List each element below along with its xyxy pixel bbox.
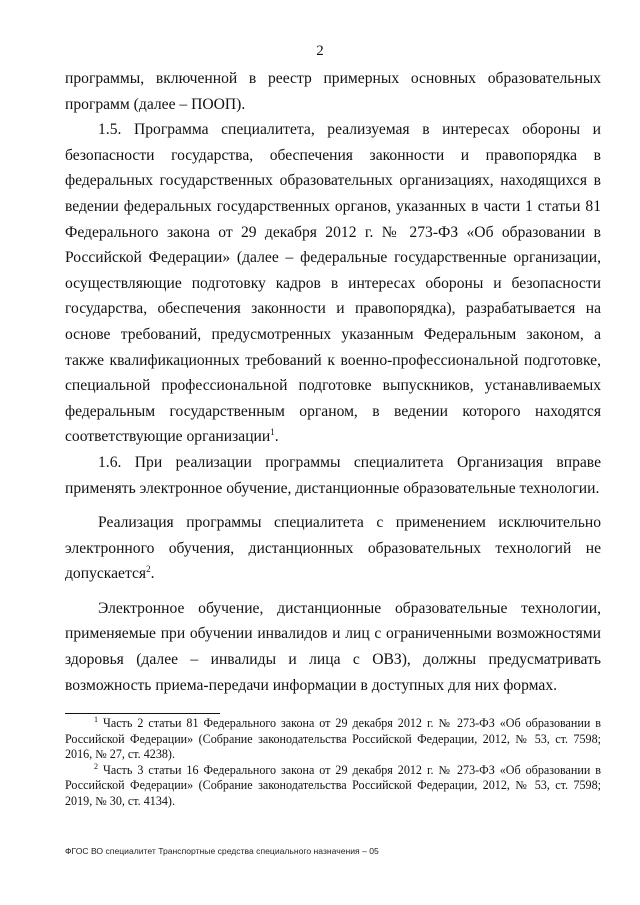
footnotes xyxy=(65,716,601,810)
page-number: 2 xyxy=(316,43,324,59)
paragraph-text: Электронное обучение, дистанционные образовательные технологии, применяемые при обучении инвалидов и лиц с ограниченными возможностями здоровья (далее – инвалиды и лица с ОВЗ), должны предусматривать возможность приема-передачи информации в доступных для них формах. xyxy=(65,599,601,694)
paragraph-1-5 xyxy=(65,117,601,450)
body-text xyxy=(65,66,601,698)
footnote-1 xyxy=(65,716,601,763)
footnote-mark: 1 xyxy=(94,714,98,724)
footnote-ref-2[interactable]: 2 xyxy=(146,564,151,575)
paragraph-text: программы, включенной в реестр примерных основных образовательных программ (далее – ПООП). xyxy=(65,70,601,113)
footnote-separator xyxy=(65,713,220,714)
footnote-text: Часть 2 статьи 81 Федерального закона от 29 декабря 2012 г. № 273-ФЗ «Об образовании в Российской Федерации» (Собрание законодательства Российской Федерации, 2012, № 53, ст. 7598; 2016, № 27, ст. 4238). xyxy=(65,716,601,762)
footnote-mark: 2 xyxy=(94,761,98,771)
paragraph-text: 1.6. При реализации программы специалитета Организация вправе применять электронное обучение, дистанционные образовательные технологии. xyxy=(65,453,601,497)
footnote-text: Часть 3 статьи 16 Федерального закона от 29 декабря 2012 г. № 273-ФЗ «Об образовании в Российской Федерации» (Собрание законодательства Российской Федерации, 2012, № 53, ст. 7598; 2019, № 30, ст. 4134). xyxy=(65,762,601,808)
page-footer: ФГОС ВО специалитет Транспортные средства специального назначения – 05 xyxy=(65,846,379,856)
paragraph-e-learning xyxy=(65,596,601,698)
paragraph-text: Реализация программы специалитета с применением исключительно электронного обучения, дистанционных образовательных технологий не допускается xyxy=(65,514,601,583)
paragraph-tail: . xyxy=(274,428,279,446)
paragraph-continuation xyxy=(65,66,601,117)
paragraph-implementation xyxy=(65,510,601,587)
paragraph-text: 1.5. Программа специалитета, реализуемая в интересах обороны и безопасности государства, обеспечения законности и правопорядка в федеральных государственных образовательных организациях, находящихся в ведении федеральных государственных органов, указанных в части 1 статьи 81 Федерального закона от 29 декабря 2012 г. № 273-ФЗ «Об образовании в Российской Федерации» (далее – федеральные государственные организации, осуществляющие подготовку кадров в интересах обороны и безопасности государства, обеспечения законности и правопорядка), разрабатывается на основе требований, предусмотренных указанным Федеральным законом, а также квалификационных требований к военно-профессиональной подготовке, специальной профессиональной подготовке выпускников, устанавливаемых федеральным государственным органом, в ведении которого находятся соответствующие организации xyxy=(65,121,601,446)
paragraph-1-6 xyxy=(65,450,601,501)
paragraph-tail: . xyxy=(150,565,155,583)
footnote-ref-1[interactable]: 1 xyxy=(270,427,275,438)
footnote-2 xyxy=(65,763,601,810)
